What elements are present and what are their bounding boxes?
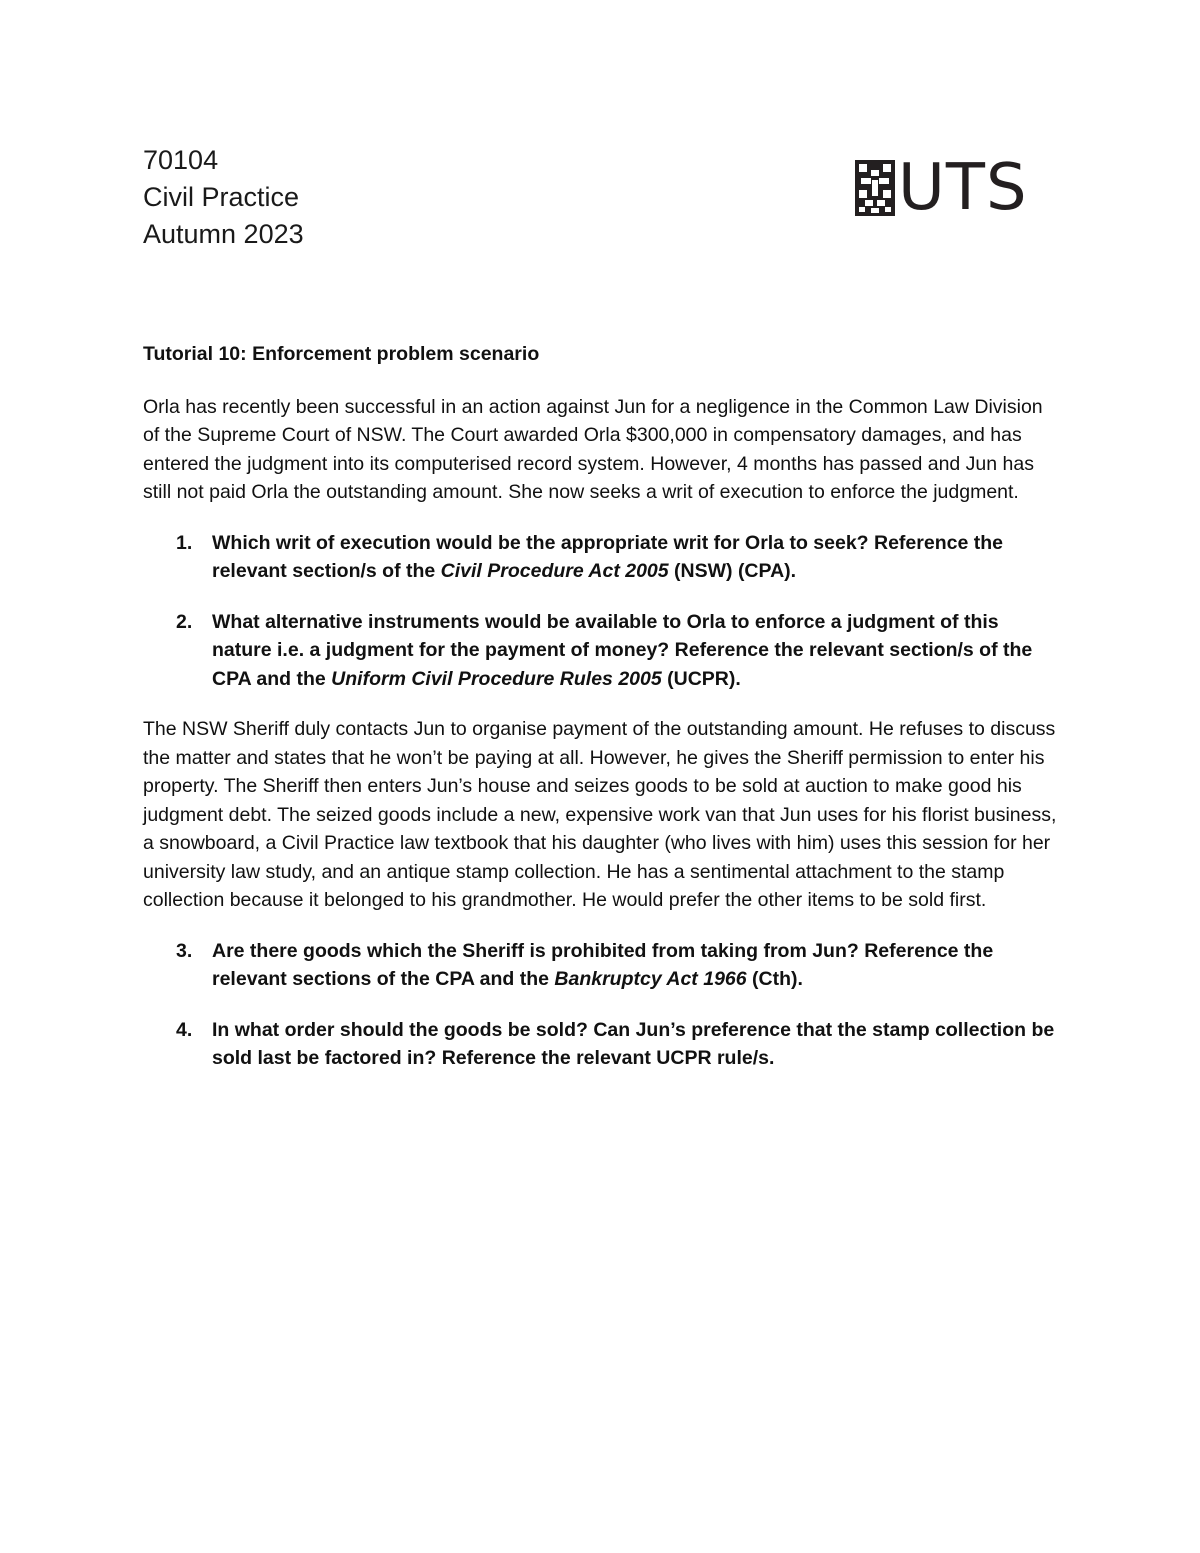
question-number: 2. <box>176 610 193 633</box>
course-code: 70104 <box>143 145 219 175</box>
question-number: 4. <box>176 1018 193 1041</box>
sheriff-paragraph: The NSW Sheriff duly contacts Jun to organise payment of the outstanding amount. He refuses to discuss the matter and states that he won’t be paying at all. However, he gives the Sheriff permission to enter his property. The Sheriff then enters Jun’s house and seizes goods to be sold at auction to make good his judgment debt. The seized goods include a new, expensive work van that Jun uses for his florist business, a snowboard, a Civil Practice law textbook that his daughter (who lives with him) uses this session for her university law study, and an antique stamp collection. He has a sentimental attachment to the stamp collection because it belonged to his grandmother. He would prefer the other items to be sold first. <box>143 718 1057 911</box>
course-term: Autumn 2023 <box>143 219 304 249</box>
question-number: 1. <box>176 531 193 554</box>
question-text: Are there goods which the Sheriff is prohibited from taking from Jun? Reference the relevant sections of the CPA and the Bankruptcy Act 1966 (Cth). <box>212 939 994 990</box>
question-text: In what order should the goods be sold? Can Jun’s preference that the stamp collection be sold last be factored in? Reference the relevant UCPR rule/s. <box>212 1018 1055 1069</box>
uts-logo <box>855 151 1028 225</box>
question-text: What alternative instruments would be available to Orla to enforce a judgment of this nature i.e. a judgment for the payment of money? Reference the relevant section/s of the CPA and the Uniform Civil Procedure Rules 2005 (UCPR). <box>212 610 1033 690</box>
question-number: 3. <box>176 939 193 962</box>
uts-logo-text: UTS <box>898 151 1028 225</box>
course-header <box>143 142 304 253</box>
tutorial-content <box>143 340 1063 1095</box>
question-item <box>143 529 1063 586</box>
question-item <box>143 937 1063 994</box>
tutorial-title: Tutorial 10: Enforcement problem scenario <box>143 343 540 365</box>
uts-crest-icon <box>855 160 895 216</box>
course-name: Civil Practice <box>143 182 300 212</box>
question-list-1 <box>143 529 1063 694</box>
intro-paragraph: Orla has recently been successful in an action against Jun for a negligence in the Common Law Division of the Supreme Court of NSW. The Court awarded Orla $300,000 in compensatory damages, and has entered the judgment into its computerised record system. However, 4 months has passed and Jun has still not paid Orla the outstanding amount. She now seeks a writ of execution to enforce the judgment. <box>143 395 1043 503</box>
question-item <box>143 1016 1063 1073</box>
question-item <box>143 608 1063 694</box>
question-list-2 <box>143 937 1063 1073</box>
question-text: Which writ of execution would be the appropriate writ for Orla to seek? Reference the relevant section/s of the Civil Procedure Act 2005 (NSW) (CPA). <box>212 531 1003 582</box>
